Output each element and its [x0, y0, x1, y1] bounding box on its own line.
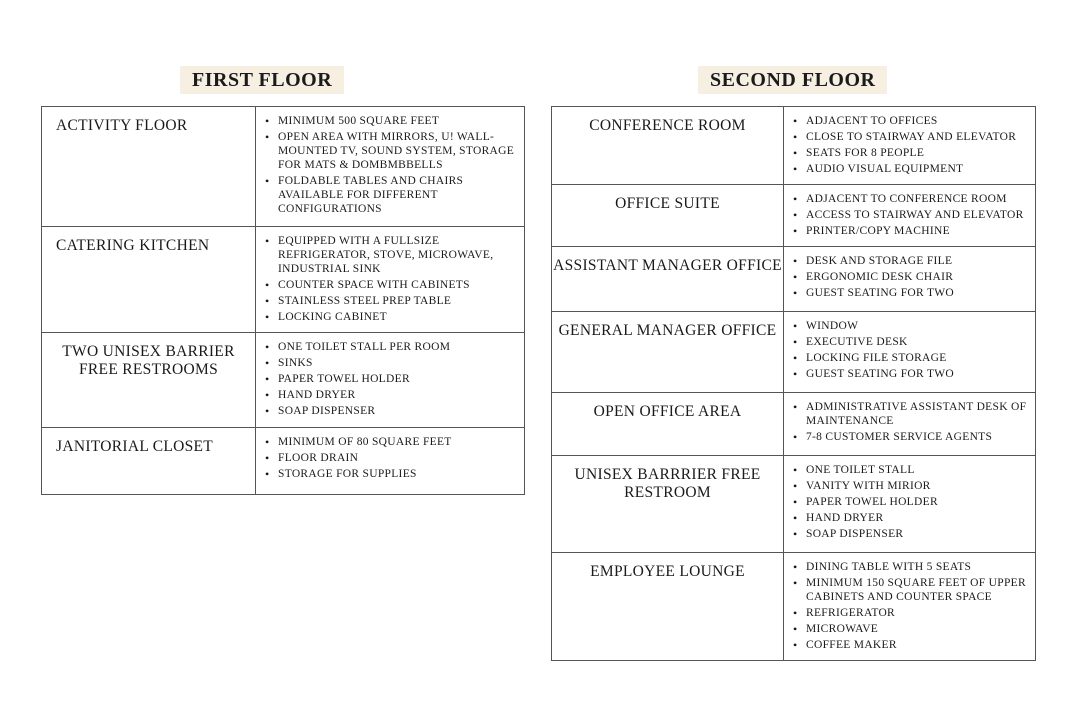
list-item: • MINIMUM 150 SQUARE FEET OF UPPER CABINETS AND COUNTER SPACE	[792, 576, 1029, 604]
list-item: • REFRIGERATOR	[792, 606, 1029, 620]
requirements-list	[792, 192, 1029, 238]
requirements-list	[792, 319, 1029, 381]
room-requirements	[784, 107, 1036, 185]
list-item: • ONE TOILET STALL	[792, 463, 1029, 477]
list-item: • ADMINISTRATIVE ASSISTANT DESK OF MAINTENANCE	[792, 400, 1029, 428]
requirements-list	[792, 254, 1029, 300]
room-requirements	[784, 247, 1036, 312]
room-name: CATERING KITCHEN	[42, 227, 256, 333]
requirements-list	[792, 560, 1029, 652]
list-item: • ACCESS TO STAIRWAY AND ELEVATOR	[792, 208, 1029, 222]
list-item: • MICROWAVE	[792, 622, 1029, 636]
table-row	[552, 185, 1036, 247]
room-name: UNISEX BARRRIER FREE RESTROOM	[552, 456, 784, 553]
list-item: • OPEN AREA WITH MIRRORS, U! WALL-MOUNTED TV, SOUND SYSTEM, STORAGE FOR MATS & DOMBMBBELLS	[264, 130, 518, 172]
list-item: • ADJACENT TO CONFERENCE ROOM	[792, 192, 1029, 206]
list-item: • 7-8 CUSTOMER SERVICE AGENTS	[792, 430, 1029, 444]
list-item: • COFFEE MAKER	[792, 638, 1029, 652]
requirements-list	[792, 400, 1029, 444]
room-requirements	[784, 393, 1036, 456]
table-row	[42, 428, 525, 495]
list-item: • STORAGE FOR SUPPLIES	[264, 467, 518, 481]
room-requirements	[784, 456, 1036, 553]
list-item: • SINKS	[264, 356, 518, 370]
list-item: • MINIMUM 500 SQUARE FEET	[264, 114, 518, 128]
room-name: ASSISTANT MANAGER OFFICE	[552, 247, 784, 312]
requirements-list	[792, 114, 1029, 176]
list-item: • EQUIPPED WITH A FULLSIZE REFRIGERATOR, STOVE, MICROWAVE, INDUSTRIAL SINK	[264, 234, 518, 276]
first-floor-table	[41, 106, 525, 495]
list-item: • GUEST SEATING FOR TWO	[792, 367, 1029, 381]
first-floor-heading: FIRST FLOOR	[180, 66, 344, 94]
second-floor-table-body	[552, 107, 1036, 661]
table-row	[552, 393, 1036, 456]
list-item: • DESK AND STORAGE FILE	[792, 254, 1029, 268]
table-row	[552, 312, 1036, 393]
room-name: TWO UNISEX BARRIER FREE RESTROOMS	[42, 333, 256, 428]
list-item: • LOCKING CABINET	[264, 310, 518, 324]
room-requirements	[784, 312, 1036, 393]
list-item: • ADJACENT TO OFFICES	[792, 114, 1029, 128]
list-item: • COUNTER SPACE WITH CABINETS	[264, 278, 518, 292]
list-item: • FOLDABLE TABLES AND CHAIRS AVAILABLE FOR DIFFERENT CONFIGURATIONS	[264, 174, 518, 216]
room-requirements	[784, 185, 1036, 247]
list-item: • DINING TABLE WITH 5 SEATS	[792, 560, 1029, 574]
room-name: GENERAL MANAGER OFFICE	[552, 312, 784, 393]
table-row	[552, 553, 1036, 661]
list-item: • EXECUTIVE DESK	[792, 335, 1029, 349]
list-item: • VANITY WITH MIRIOR	[792, 479, 1029, 493]
table-row	[42, 333, 525, 428]
room-name: CONFERENCE ROOM	[552, 107, 784, 185]
table-row	[42, 227, 525, 333]
list-item: • SOAP DISPENSER	[792, 527, 1029, 541]
list-item: • PRINTER/COPY MACHINE	[792, 224, 1029, 238]
room-name: JANITORIAL CLOSET	[42, 428, 256, 495]
list-item: • PAPER TOWEL HOLDER	[792, 495, 1029, 509]
requirements-list	[264, 114, 518, 216]
list-item: • SOAP DISPENSER	[264, 404, 518, 418]
requirements-list	[792, 463, 1029, 541]
list-item: • CLOSE TO STAIRWAY AND ELEVATOR	[792, 130, 1029, 144]
list-item: • HAND DRYER	[792, 511, 1029, 525]
second-floor-heading: SECOND FLOOR	[698, 66, 887, 94]
list-item: • ONE TOILET STALL PER ROOM	[264, 340, 518, 354]
requirements-list	[264, 234, 518, 324]
requirements-list	[264, 340, 518, 418]
second-floor-table	[551, 106, 1036, 661]
room-name: ACTIVITY FLOOR	[42, 107, 256, 227]
table-row	[552, 107, 1036, 185]
list-item: • ERGONOMIC DESK CHAIR	[792, 270, 1029, 284]
room-requirements	[256, 107, 525, 227]
list-item: • SEATS FOR 8 PEOPLE	[792, 146, 1029, 160]
list-item: • FLOOR DRAIN	[264, 451, 518, 465]
list-item: • WINDOW	[792, 319, 1029, 333]
room-name: EMPLOYEE LOUNGE	[552, 553, 784, 661]
list-item: • STAINLESS STEEL PREP TABLE	[264, 294, 518, 308]
table-row	[552, 456, 1036, 553]
list-item: • PAPER TOWEL HOLDER	[264, 372, 518, 386]
first-floor-table-body	[42, 107, 525, 495]
room-requirements	[256, 227, 525, 333]
list-item: • GUEST SEATING FOR TWO	[792, 286, 1029, 300]
table-row	[42, 107, 525, 227]
list-item: • AUDIO VISUAL EQUIPMENT	[792, 162, 1029, 176]
requirements-list	[264, 435, 518, 481]
list-item: • MINIMUM OF 80 SQUARE FEET	[264, 435, 518, 449]
room-requirements	[256, 428, 525, 495]
list-item: • HAND DRYER	[264, 388, 518, 402]
room-requirements	[256, 333, 525, 428]
list-item: • LOCKING FILE STORAGE	[792, 351, 1029, 365]
room-name: OFFICE SUITE	[552, 185, 784, 247]
table-row	[552, 247, 1036, 312]
room-requirements	[784, 553, 1036, 661]
room-name: OPEN OFFICE AREA	[552, 393, 784, 456]
